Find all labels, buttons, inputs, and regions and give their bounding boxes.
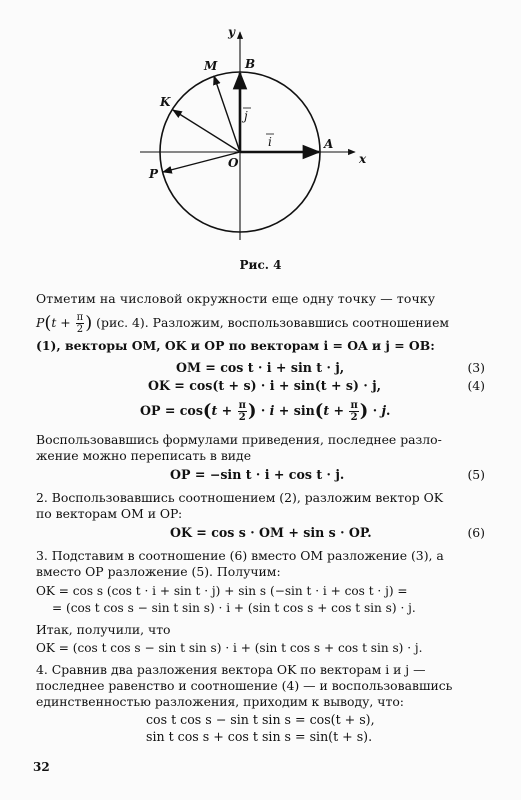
page-number: 32	[33, 760, 50, 774]
paragraph-line: Воспользовавшись формулами приведения, последнее разло-	[36, 432, 442, 447]
equation-4: OK = cos(t + s) · i + sin(t + s) · j,	[148, 378, 382, 393]
label-K: K	[160, 95, 171, 109]
equation-number: (4)	[467, 378, 485, 393]
equation-8: OK = (cos t cos s − sin t sin s) · i + (sin t cos s + cos t sin s) · j.	[36, 641, 423, 655]
equation-number: (3)	[467, 360, 485, 375]
equation-OP: OP = cos(t + $\frac{\pi}{2}$ ) · i + sin(t + $\frac{\pi}{2}$ ) · j.	[140, 400, 391, 423]
equation-6: OK = cos s · OM + sin s · OP.	[170, 525, 372, 540]
label-P: P	[149, 167, 159, 181]
paragraph-line: по векторам OM и OP:	[36, 506, 183, 521]
paragraph-line: (1), векторы OM, OK и OP по векторам i = OA и j = OB:	[36, 338, 435, 353]
paragraph-line: Отметим на числовой окружности еще одну точку — точку	[36, 291, 436, 306]
paragraph-line: Итак, получили, что	[36, 622, 171, 637]
paragraph-line: единственностью разложения, приходим к выводу, что:	[36, 694, 404, 709]
paragraph-line: 2. Воспользовавшись соотношением (2), разложим вектор OK	[36, 490, 443, 505]
label-j-vector: j	[244, 109, 248, 123]
paragraph-line: P(t + $\frac{\pi}{2}$ ) (рис. 4). Разложим, воспользовавшись соотношением	[36, 312, 450, 335]
paragraph-line: жение можно переписать в виде	[36, 448, 252, 463]
vector-OM	[214, 76, 240, 152]
equation-9a: cos t cos s − sin t sin s = cos(t + s),	[146, 712, 375, 727]
label-B: B	[245, 57, 256, 71]
label-M: M	[204, 59, 218, 73]
figure-caption: Рис. 4	[239, 258, 282, 272]
label-A: A	[324, 137, 334, 151]
label-x: x	[359, 152, 367, 166]
equation-5: OP = −sin t · i + cos t · j.	[170, 467, 345, 482]
label-i-vector: i	[268, 135, 272, 149]
equation-7b: = (cos t cos s − sin t sin s) · i + (sin t cos s + cos t sin s) · j.	[52, 601, 416, 615]
equation-9b: sin t cos s + cos t sin s = sin(t + s).	[146, 729, 373, 744]
vector-OK	[173, 110, 240, 152]
equation-3: OM = cos t · i + sin t · j,	[176, 360, 345, 375]
label-O: O	[228, 156, 239, 170]
equation-number: (6)	[467, 525, 485, 540]
paragraph-line: последнее равенство и соотношение (4) — и воспользовавшись	[36, 678, 453, 693]
equation-number: (5)	[467, 467, 485, 482]
paragraph-line: 4. Сравнив два разложения вектора OK по векторам i и j —	[36, 662, 426, 677]
paragraph-line: 3. Подставим в соотношение (6) вместо OM разложение (3), а	[36, 548, 444, 563]
equation-7a: OK = cos s (cos t · i + sin t · j) + sin s (−sin t · i + cos t · j) =	[36, 584, 408, 598]
paragraph-line: вместо OP разложение (5). Получим:	[36, 564, 281, 579]
label-y: y	[228, 25, 235, 39]
